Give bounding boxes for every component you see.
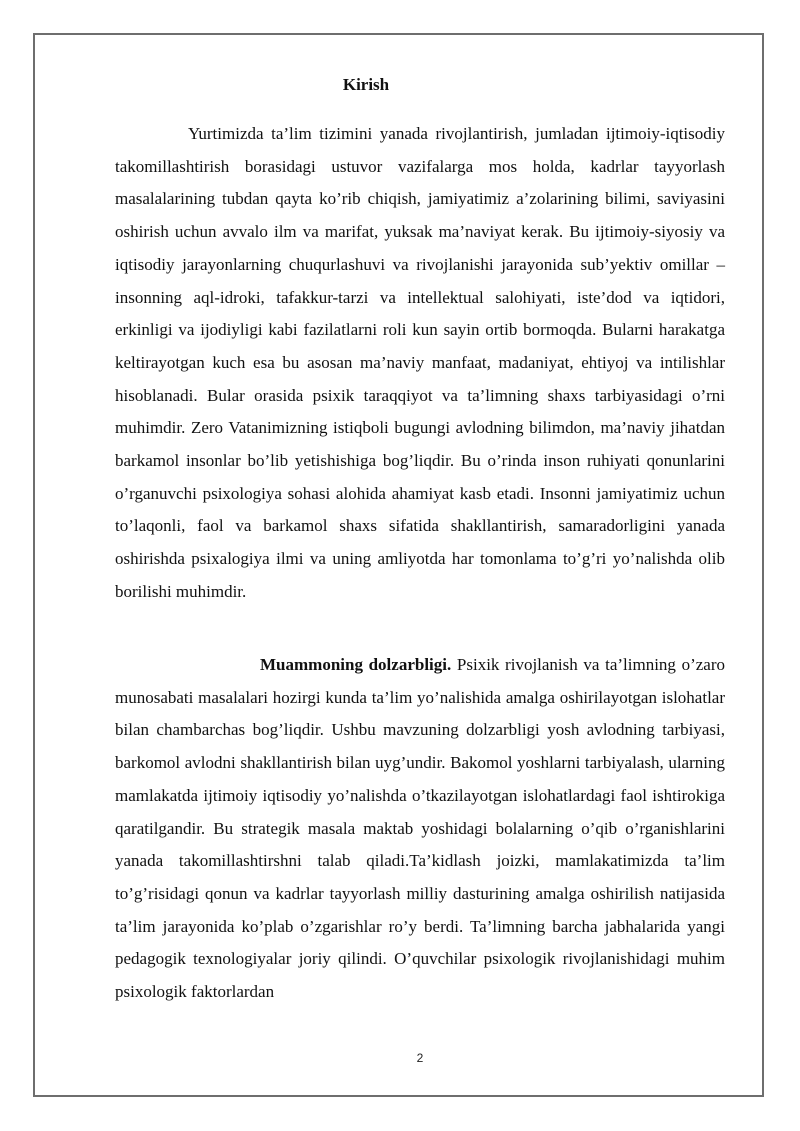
intro-paragraph — [115, 118, 725, 609]
paragraph-text: Yurtimizda ta’lim tizimini yanada rivojlantirish, jumladan ijtimoiy-iqtisodiy takomillashtirish borasidagi ustuvor vazifalarga mos holda, kadrlar tayyorlash masalalarining tubdan qayta ko’rib chiqish, jamiyatimiz a’zolarining bilimi, saviyasini oshirish uchun avvalo ilm va marifat, yuksak ma’naviyat kerak. Bu ijtimoiy-siyosiy va iqtisodiy jarayonlarning chuqurlashuvi va rivojlanishi jarayonida sub’yektiv omillar – insonning aql-idroki, tafakkur-tarzi va intellektual salohiyati, iste’dod va iqtidori, erkinligi va ijodiyligi kabi fazilatlarni roli kun sayin ortib bormoqda. Bularni harakatga keltirayotgan kuch esa bu asosan ma’naviy manfaat, madaniyat, ehtiyoj va intilishlar hisoblanadi. Bular orasida psixik taraqqiyot va ta’limning shaxs tarbiyasidagi o’rni muhimdir. Zero Vatanimizning istiqboli bugungi avlodning bilimdon, ma’naviy jihatdan barkamol insonlar bo’lib yetishishiga bog’liqdir. Bu o’rinda inson ruhiyati qonunlarini o’rganuvchi psixologiya sohasi alohida ahamiyat kasb etadi. Insonni jamiyatimiz uchun to’laqonli, faol va barkamol shaxs sifatida shakllantirish, samaradorligini yanada oshirishda psixalogiya ilmi va uning amliyotda har tomonlama to’g’ri yo’nalishda olib borilishi muhimdir. — [115, 124, 725, 601]
page-number: 2 — [416, 1051, 424, 1065]
relevance-paragraph — [115, 649, 725, 1009]
paragraph-lead-title: Muammoning dolzarbligi. — [260, 655, 452, 674]
paragraph-text: Psixik rivojlanish va ta’limning o’zaro munosabati masalalari hozirgi kunda ta’lim yo’nalishida amalga oshirilayotgan islohatlar bilan chambarchas bog’liqdir. Ushbu mavzuning dolzarbligi yosh avlodning tarbiyasi, barkomol avlodni shakllantirish bilan uyg’undir. Bakomol yoshlarni tarbiyalash, ularning mamlakatda ijtimoiy iqtisodiy yo’nalishda o’tkazilayotgan islohatlardagi faol ishtirokiga qaratilgandir. Bu strategik masala maktab yoshidagi bolalarning o’qib o’rganishlarini yanada takomillashtirshni talab qiladi.Ta’kidlash joizki, mamlakatimizda ta’lim to’g’risidagi qonun va kadrlar tayyorlash milliy dasturining amalga oshirilish natijasida ta’lim jarayonida ko’plab o’zgarishlar ro’y berdi. Ta’limning barcha jabhalarida yangi pedagogik texnologiyalar joriy qilindi. O’quvchilar psixologik rivojlanishidagi muhim psixologik faktorlardan — [115, 655, 725, 1002]
section-heading: Kirish — [342, 75, 390, 94]
